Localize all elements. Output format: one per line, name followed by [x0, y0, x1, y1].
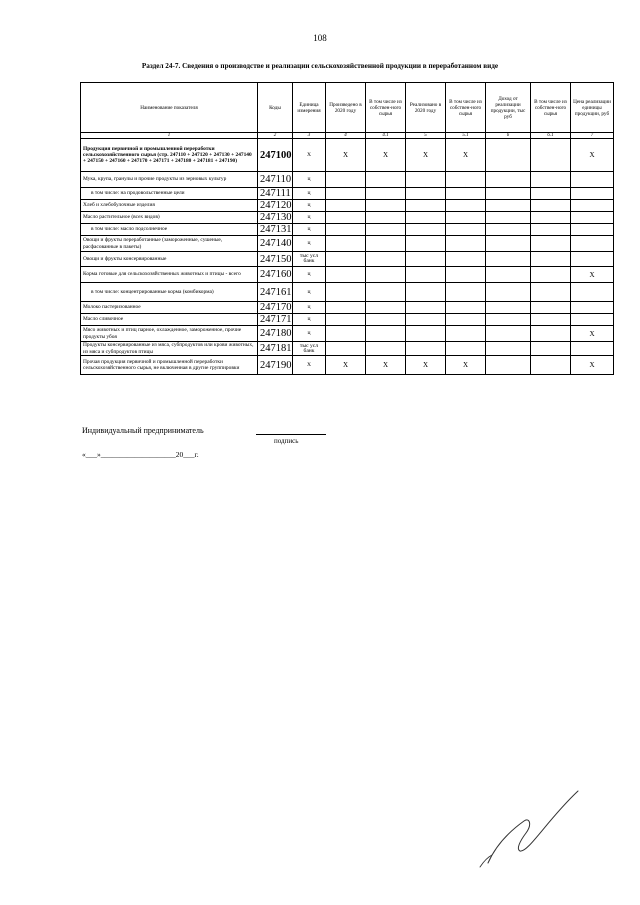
row-code: 247120	[258, 200, 293, 212]
row-cell-c61	[531, 236, 571, 252]
row-cell-c7	[571, 302, 614, 314]
row-cell-c61	[531, 283, 571, 302]
row-cell-c7	[571, 342, 614, 356]
row-unit: X	[293, 356, 326, 375]
row-name: в том числе: на продовольственные цели	[81, 188, 258, 200]
row-cell-c7: X	[571, 139, 614, 172]
signature-line	[256, 434, 326, 435]
row-name: в том числе: концентрированные корма (комбикорма)	[81, 283, 258, 302]
row-code: 247190	[258, 356, 293, 375]
row-cell-c7	[571, 200, 614, 212]
row-cell-c41	[366, 283, 406, 302]
row-cell-c5	[406, 200, 446, 212]
row-cell-c4	[326, 172, 366, 188]
row-name: Продукты консервированные из мяса, субпродуктов или крови животных, из мяса и субпродуктов птицы	[81, 342, 258, 356]
row-name: Продукция первичной и промышленной переработки сельскохозяйственного сырья (стр. 247110 + 247120 + 247130 + 247140 + 247150 + 247160 + 247170 + 247171 + 247180 + 247181 + 247190)	[81, 139, 258, 172]
row-cell-c6	[486, 356, 531, 375]
row-cell-c4	[326, 326, 366, 342]
row-cell-c7: X	[571, 356, 614, 375]
col-number: 4.1	[366, 133, 406, 139]
row-code: 247131	[258, 224, 293, 236]
row-name: Корма готовые для сельскохозяйственных животных и птицы - всего	[81, 267, 258, 283]
row-unit: ц	[293, 314, 326, 326]
row-cell-c61	[531, 224, 571, 236]
row-name: Мука, крупа, гранулы и прочие продукты из зерновых культур	[81, 172, 258, 188]
col-number: 7	[571, 133, 614, 139]
row-cell-c6	[486, 188, 531, 200]
row-cell-c61	[531, 188, 571, 200]
row-name: Хлеб и хлебобулочные изделия	[81, 200, 258, 212]
row-unit: тыс усл банк	[293, 252, 326, 267]
header-row	[81, 83, 614, 133]
col-number: 2	[258, 133, 293, 139]
table-row	[81, 267, 614, 283]
table-row	[81, 139, 614, 172]
row-name: Молоко пастеризованное	[81, 302, 258, 314]
row-cell-c7: X	[571, 326, 614, 342]
col-header-codes: Коды	[258, 83, 293, 133]
date-line: «___»____________________20___г.	[82, 450, 199, 459]
row-cell-c5: X	[406, 356, 446, 375]
row-code: 247130	[258, 212, 293, 224]
row-unit: ц	[293, 212, 326, 224]
row-code: 247110	[258, 172, 293, 188]
row-cell-c41	[366, 200, 406, 212]
col-number: 5	[406, 133, 446, 139]
row-cell-c4	[326, 252, 366, 267]
row-code: 247171	[258, 314, 293, 326]
row-cell-c51	[446, 212, 486, 224]
row-unit: ц	[293, 267, 326, 283]
row-cell-c61	[531, 326, 571, 342]
table-row	[81, 302, 614, 314]
row-unit: X	[293, 139, 326, 172]
row-cell-c4	[326, 267, 366, 283]
row-unit: тыс усл банк	[293, 342, 326, 356]
row-name: Овощи и фрукты консервированные	[81, 252, 258, 267]
row-cell-c51	[446, 326, 486, 342]
row-code: 247140	[258, 236, 293, 252]
row-cell-c51	[446, 342, 486, 356]
table-row	[81, 200, 614, 212]
row-cell-c5	[406, 302, 446, 314]
row-code: 247161	[258, 283, 293, 302]
table-row	[81, 314, 614, 326]
row-cell-c61	[531, 200, 571, 212]
row-cell-c4	[326, 236, 366, 252]
row-cell-c6	[486, 200, 531, 212]
row-code: 247180	[258, 326, 293, 342]
row-cell-c5	[406, 267, 446, 283]
page-number: 108	[313, 33, 327, 43]
col-number: 5.1	[446, 133, 486, 139]
row-unit: ц	[293, 283, 326, 302]
row-unit: ц	[293, 188, 326, 200]
row-cell-c51	[446, 283, 486, 302]
row-cell-c7	[571, 172, 614, 188]
row-name: Масло сливочное	[81, 314, 258, 326]
row-cell-c6	[486, 314, 531, 326]
row-cell-c5	[406, 342, 446, 356]
row-cell-c61	[531, 139, 571, 172]
row-cell-c51	[446, 314, 486, 326]
section-title: Раздел 24-7. Сведения о производстве и реализации сельскохозяйственной продукции в переработанном виде	[141, 62, 499, 70]
row-cell-c7	[571, 224, 614, 236]
row-cell-c5	[406, 326, 446, 342]
row-cell-c5	[406, 252, 446, 267]
table-row	[81, 224, 614, 236]
row-code: 247181	[258, 342, 293, 356]
row-cell-c41	[366, 342, 406, 356]
col-header-sold: Реализовано в 2020 году	[406, 83, 446, 133]
row-cell-c6	[486, 236, 531, 252]
row-cell-c51	[446, 267, 486, 283]
table-row	[81, 326, 614, 342]
row-cell-c4: X	[326, 139, 366, 172]
row-cell-c4	[326, 212, 366, 224]
row-cell-c61	[531, 267, 571, 283]
row-unit: ц	[293, 172, 326, 188]
row-cell-c5	[406, 283, 446, 302]
row-cell-c6	[486, 342, 531, 356]
row-cell-c51: X	[446, 139, 486, 172]
row-cell-c61	[531, 172, 571, 188]
col-header-income: Доход от реализации продукции, тыс руб	[486, 83, 531, 133]
col-number: 4	[326, 133, 366, 139]
row-cell-c51	[446, 252, 486, 267]
table-row	[81, 283, 614, 302]
row-cell-c4	[326, 342, 366, 356]
col-number: 3	[293, 133, 326, 139]
signature-caption: подпись	[274, 437, 299, 445]
col-header-indicator: Наименование показателя	[81, 83, 258, 133]
col-header-sold-own: В том числе из собствен-ного сырья	[446, 83, 486, 133]
row-name: Прочая продукция первичной и промышленной переработки сельскохозяйственного сырья, не включенная в другие группировки	[81, 356, 258, 375]
row-cell-c7	[571, 188, 614, 200]
row-code: 247160	[258, 267, 293, 283]
row-name: Масло растительное (всех видов)	[81, 212, 258, 224]
row-cell-c4	[326, 314, 366, 326]
row-cell-c5: X	[406, 139, 446, 172]
row-cell-c61	[531, 302, 571, 314]
table-row	[81, 212, 614, 224]
production-table	[80, 82, 614, 375]
col-header-unit: Единица измерения	[293, 83, 326, 133]
row-cell-c61	[531, 356, 571, 375]
row-cell-c41	[366, 236, 406, 252]
row-cell-c5	[406, 236, 446, 252]
row-unit: ц	[293, 326, 326, 342]
row-cell-c61	[531, 342, 571, 356]
row-code: 247100	[258, 139, 293, 172]
row-name: Мясо животных и птиц парное, охлажденное, замороженное, прочие продукты убоя	[81, 326, 258, 342]
row-cell-c6	[486, 224, 531, 236]
table-row	[81, 236, 614, 252]
row-cell-c41	[366, 188, 406, 200]
col-header-produced-own: В том числе из собствен-ного сырья	[366, 83, 406, 133]
row-cell-c61	[531, 252, 571, 267]
row-cell-c51	[446, 172, 486, 188]
row-cell-c41	[366, 172, 406, 188]
row-cell-c4	[326, 200, 366, 212]
row-cell-c7	[571, 252, 614, 267]
row-cell-c41	[366, 267, 406, 283]
row-cell-c51: X	[446, 356, 486, 375]
row-cell-c4	[326, 188, 366, 200]
table-row	[81, 356, 614, 375]
row-cell-c41	[366, 314, 406, 326]
row-cell-c7	[571, 212, 614, 224]
row-cell-c6	[486, 283, 531, 302]
row-cell-c4	[326, 302, 366, 314]
row-cell-c5	[406, 188, 446, 200]
row-unit: ц	[293, 302, 326, 314]
row-cell-c41: X	[366, 356, 406, 375]
row-cell-c41	[366, 302, 406, 314]
table-row	[81, 342, 614, 356]
table-row	[81, 172, 614, 188]
row-cell-c6	[486, 326, 531, 342]
row-cell-c6	[486, 172, 531, 188]
row-name: Овощи и фрукты переработанные (замороженные, сушеные, расфасованные в пакеты)	[81, 236, 258, 252]
row-cell-c6	[486, 139, 531, 172]
row-cell-c5	[406, 314, 446, 326]
row-name: в том числе: масло подсолнечное	[81, 224, 258, 236]
col-number: 1	[81, 133, 258, 139]
row-cell-c7	[571, 283, 614, 302]
row-cell-c7	[571, 236, 614, 252]
table-row	[81, 188, 614, 200]
row-code: 247111	[258, 188, 293, 200]
row-cell-c51	[446, 236, 486, 252]
row-cell-c5	[406, 212, 446, 224]
row-cell-c41: X	[366, 139, 406, 172]
row-cell-c7	[571, 314, 614, 326]
row-cell-c41	[366, 252, 406, 267]
row-cell-c6	[486, 267, 531, 283]
col-header-income-own: В том числе из собствен-ного сырья	[531, 83, 571, 133]
row-code: 247170	[258, 302, 293, 314]
row-cell-c7: X	[571, 267, 614, 283]
signer-label: Индивидуальный предприниматель	[82, 426, 204, 435]
row-cell-c6	[486, 252, 531, 267]
row-cell-c4	[326, 224, 366, 236]
row-cell-c51	[446, 224, 486, 236]
row-cell-c61	[531, 212, 571, 224]
row-unit: ц	[293, 224, 326, 236]
row-cell-c61	[531, 314, 571, 326]
col-header-produced: Произведено в 2020 году	[326, 83, 366, 133]
row-cell-c6	[486, 212, 531, 224]
row-cell-c41	[366, 224, 406, 236]
col-number: 6	[486, 133, 531, 139]
row-cell-c5	[406, 172, 446, 188]
col-number: 6.1	[531, 133, 571, 139]
row-cell-c51	[446, 302, 486, 314]
row-cell-c51	[446, 188, 486, 200]
row-cell-c6	[486, 302, 531, 314]
table-row	[81, 252, 614, 267]
row-unit: ц	[293, 200, 326, 212]
col-header-price: Цена реализации единицы продукции, руб	[571, 83, 614, 133]
row-cell-c4: X	[326, 356, 366, 375]
row-cell-c41	[366, 326, 406, 342]
row-code: 247150	[258, 252, 293, 267]
row-cell-c41	[366, 212, 406, 224]
row-cell-c51	[446, 200, 486, 212]
row-unit: ц	[293, 236, 326, 252]
row-cell-c5	[406, 224, 446, 236]
row-cell-c4	[326, 283, 366, 302]
handwritten-signature	[470, 775, 590, 875]
